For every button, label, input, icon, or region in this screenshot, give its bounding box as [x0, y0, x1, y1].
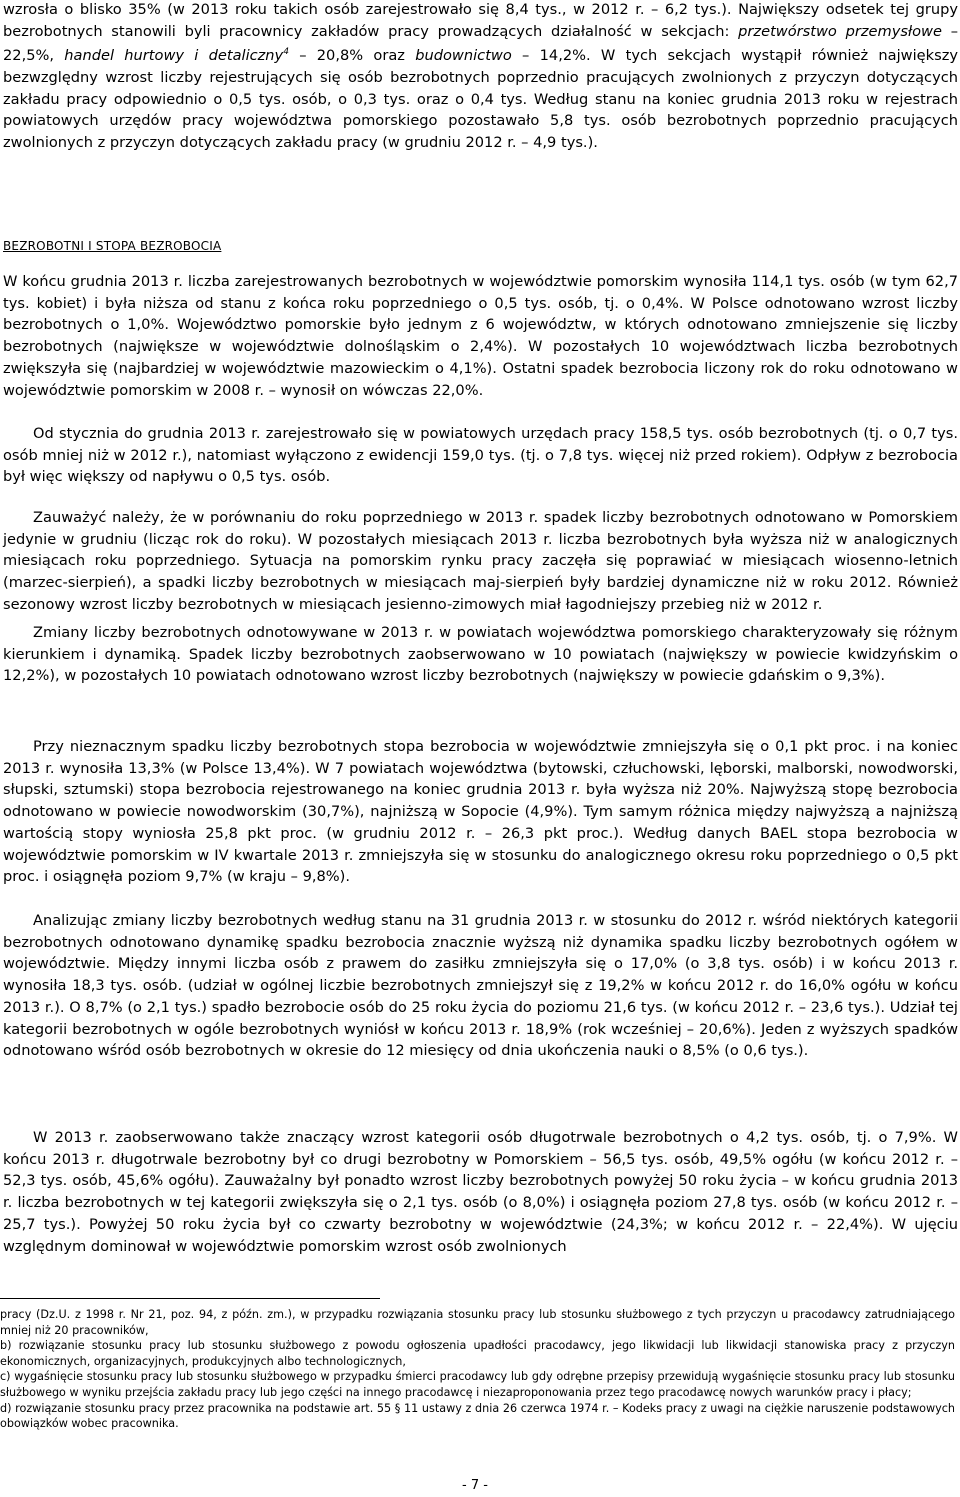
paragraph-6: Analizując zmiany liczby bezrobotnych według stanu na 31 grudnia 2013 r. w stosunku do 2012 r. wśród niektórych kategorii bezrobotnych odnotowano dynamikę spadku bezrobocia znacznie wyższą niż dynamika spadku liczby bezrobotnych ogółem w województwie. Między innymi liczba osób z prawem do zasiłku zmniejszyła się o 17,0% (o 3,8 tys. osób) i w końcu 2013 r. wynosiła 18,3 tys. osób. (udział w ogólnej liczbie bezrobotnych zmniejszył się z 19,2% w końcu 2012 r. do 16,0% ogółu w końcu 2013 r.). O 8,7% (o 2,1 tys.) spadło bezrobocie osób do 25 roku życia do poziomu 21,6 tys. (w końcu 2012 r. – 23,6 tys.). Udział tej kategorii bezrobotnych w ogóle bezrobotnych wyniósł w końcu 2013 r. 18,9% (rok wcześniej – 20,6%). Jeden z wyższych spadków odnotowano wśród osób bezrobotnych w okresie do 12 miesięcy od dnia ukończenia nauki o 8,5% (o 0,6 tys.). [3, 912, 958, 1060]
paragraph-5: Przy nieznacznym spadku liczby bezrobotnych stopa bezrobocia w województwie zmniejszyła się o 0,1 pkt proc. i na koniec 2013 r. wynosiła 13,3% (w Polsce 13,4%). W 7 powiatach województwa (bytowski, człuchowski, lęborski, malborski, nowodworski, słupski, sztumski) stopa bezrobocia rejestrowanego na koniec grudnia 2013 r. była wyższa niż 20%. Najwyższą stopę bezrobocia odnotowano w powiecie nowodworskim (30,7%), najniższą w Sopocie (4,9%). Tym samym różnica między najwyższą a najniższą wartością stopy wyniosła 25,8 pkt proc. (w grudniu 2012 r. – 26,3 pkt proc.). Według danych BAEL stopa bezrobocia w województwie pomorskim w IV kwartale 2013 r. zmniejszyła się w stosunku do analogicznego okresu roku poprzedniego o 0,5 pkt proc. i osiągnęła poziom 9,7% (w kraju – 9,8%). [3, 738, 958, 886]
section-heading [3, 239, 221, 253]
section-heading-text: BEZROBOTNI I STOPA BEZROBOCIA [3, 239, 222, 253]
footnote-d: d) rozwiązanie stosunku pracy przez pracownika na podstawie art. 55 § 11 ustawy z dnia 26 czerwca 1974 r. – Kodeks pracy z uwagi na ciężkie naruszenie podstawowych obowiązków wobec pracownika. [0, 1401, 955, 1431]
footnote-a: pracy (Dz.U. z 1998 r. Nr 21, poz. 94, z późn. zm.), w przypadku rozwiązania stosunku pracy lub stosunku służbowego z tych przyczyn u pracodawcy zatrudniającego mniej niż 20 pracowników, [0, 1308, 955, 1337]
paragraph-1: W końcu grudnia 2013 r. liczba zarejestrowanych bezrobotnych w województwie pomorskim wynosiła 114,1 tys. osób (w tym 62,7 tys. kobiet) i była niższa od stanu z końca roku poprzedniego o 0,5 tys. osób, tj. o 0,4%. W Polsce odnotowano wzrost liczby bezrobotnych o 1,0%. Województwo pomorskie było jednym z 6 województw, w których odnotowano zmniejszenie się liczby bezrobotnych (największe w województwie dolnośląskim o 2,4%). W pozostałych 10 województwach liczba bezrobotnych zwiększyła się (najbardziej w województwie mazowieckim o 4,1%). Ostatni spadek bezrobocia liczony rok do roku odnotowano w województwie pomorskim w 2008 r. – wynosił on wówczas 22,0%. [3, 273, 958, 399]
paragraph-3: Zauważyć należy, że w porównaniu do roku poprzedniego w 2013 r. spadek liczby bezrobotnych odnotowano w Pomorskiem jedynie w grudniu (licząc rok do roku). W pozostałych miesiącach 2013 r. liczba bezrobotnych była wyższa niż w analogicznych miesiącach roku poprzedniego. Sytuacja na pomorskim rynku pracy zaczęła się poprawiać w miesiącach wiosenno-letnich (marzec-sierpień), a spadki liczby bezrobotnych w miesiącach maj-sierpień były bardziej dynamiczne niż w roku 2012. Również sezonowy wzrost liczby bezrobotnych w miesiącach jesienno-zimowych miał łagodniejszy przebieg niż w 2012 r. [3, 509, 958, 613]
paragraph-intro: wzrosła o blisko 35% (w 2013 roku takich osób zarejestrowało się 8,4 tys., w 2012 r. – 6,2 tys.). Największy odsetek tej grupy bezrobotnych stanowili byli pracownicy zakładów pracy prowadzących działalność w sekcjach: przetwórstwo przemysłowe – 22,5%, handel hurtowy i detaliczny$^4$ – 20,8% oraz budownictwo – 14,2%. W tych sekcjach wystąpił również największy bezwzględny wzrost liczby rejestrujących się osób bezrobotnych poprzednio pracujących zwolnionych z przyczyn dotyczących zakładu pracy odpowiednio o 0,5 tys. osób, o 0,3 tys. oraz o 0,4 tys. Według stanu na koniec grudnia 2013 roku w rejestrach powiatowych urzędów pracy województwa pomorskiego pozostawało 5,8 tys. osób bezrobotnych poprzednio pracujących zwolnionych z przyczyn dotyczących zakładu pracy (w grudniu 2012 r. – 4,9 tys.). [3, 1, 958, 152]
paragraph-7: W 2013 r. zaobserwowano także znaczący wzrost kategorii osób długotrwale bezrobotnych o 4,2 tys. osób, tj. o 7,9%. W końcu 2013 r. długotrwale bezrobotny był co drugi bezrobotny w Pomorskiem – 56,5 tys. osób, 49,5% ogółu (w końcu 2012 r. – 52,3 tys. osób, 45,6% ogółu). Zauważalny był ponadto wzrost liczby bezrobotnych powyżej 50 roku życia – w końcu grudnia 2013 r. liczba bezrobotnych w tej kategorii zwiększyła się o 2,1 tys. osób (o 8,0%) i osiągnęła poziom 27,8 tys. osób (w końcu 2012 r. – 25,7 tys.). Powyżej 50 roku życia był co czwarty bezrobotny w województwie (24,3%; w końcu 2012 r. – 22,4%). W ujęciu względnym dominował w województwie pomorskim wzrost osób zwolnionych [3, 1129, 958, 1255]
paragraph-4: Zmiany liczby bezrobotnych odnotowywane w 2013 r. w powiatach województwa pomorskiego charakteryzowały się różnym kierunkiem i dynamiką. Spadek liczby bezrobotnych zaobserwowano w 10 powiatach (największy w powiecie kwidzyńskim o 12,2%), w pozostałych 10 powiatach odnotowano wzrost liczby bezrobotnych (największy w powiecie gdańskim o 9,3%). [3, 624, 958, 685]
footnote-c: c) wygaśnięcie stosunku pracy lub stosunku służbowego w przypadku śmierci pracodawcy lub gdy odrębne przepisy przewidują wygaśnięcie stosunku pracy lub stosunku służbowego w wyniku przejścia zakładu pracy lub jego części na innego pracodawcę i niezaproponowania przez tego pracodawcę nowych warunków pracy i płacy; [0, 1370, 955, 1399]
footnotes [0, 1298, 955, 1432]
footnote-b: b) rozwiązanie stosunku pracy lub stosunku służbowego z powodu ogłoszenia upadłości pracodawcy, jego likwidacji lub likwidacji stanowiska pracy z przyczyn ekonomicznych, organizacyjnych, produkcyjnych albo technologicznych, [0, 1339, 955, 1368]
page-number: - 7 - [462, 1478, 488, 1493]
paragraph-2: Od stycznia do grudnia 2013 r. zarejestrowało się w powiatowych urzędach pracy 158,5 tys. osób bezrobotnych (tj. o 0,7 tys. osób mniej niż w 2012 r.), natomiast wyłączono z ewidencji 159,0 tys. (tj. o 7,8 tys. więcej niż przed rokiem). Odpływ z bezrobocia był więc większy od napływu o 0,5 tys. osób. [3, 425, 958, 486]
footnote-rule [0, 1298, 380, 1299]
